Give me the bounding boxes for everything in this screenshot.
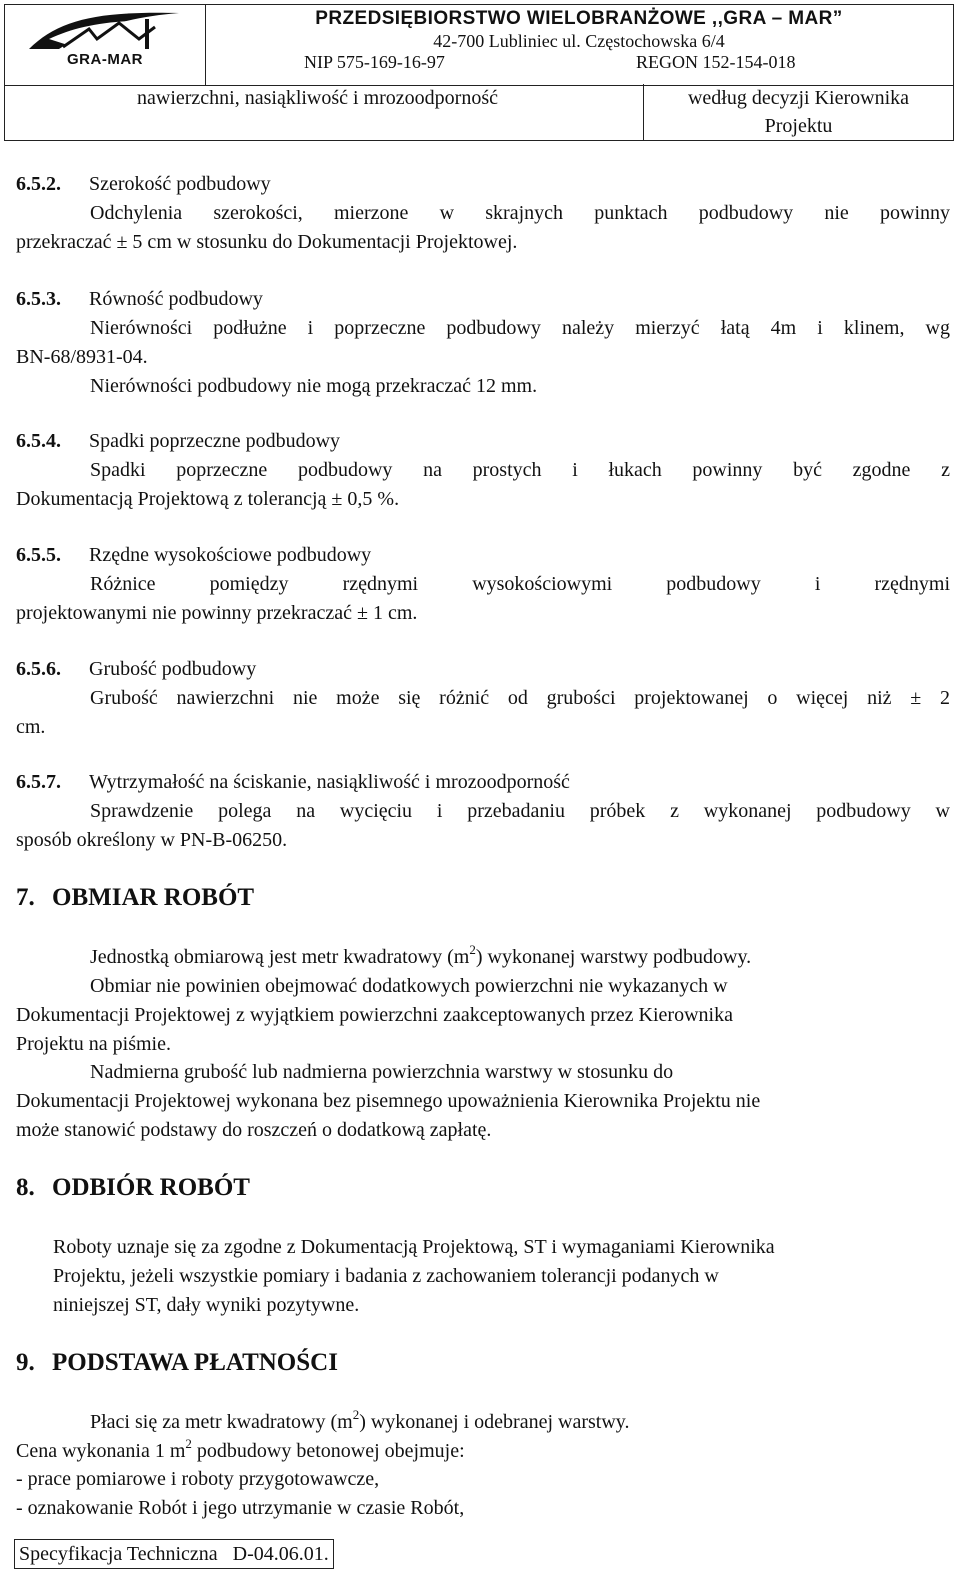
section-656-para-line2: cm. — [16, 716, 46, 738]
company-info — [206, 7, 952, 73]
section-654-heading — [16, 427, 341, 456]
section-657-heading — [16, 768, 570, 797]
company-ids — [206, 52, 952, 73]
section-number: 9. — [16, 1349, 35, 1376]
section-656-heading — [16, 655, 257, 684]
section-title: PODSTAWA PŁATNOŚCI — [52, 1349, 338, 1376]
text-span: podbudowy betonowej obejmuje: — [191, 1440, 465, 1462]
section-655-heading — [16, 541, 372, 570]
section-title: Równość podbudowy — [89, 288, 263, 310]
section-number: 6.5.6. — [16, 658, 61, 680]
footer-text: Specyfikacja Techniczna D-04.06.01. — [19, 1543, 329, 1565]
company-nip: NIP 575-169-16-97 — [304, 52, 445, 72]
section-653-para-line3: Nierówności podbudowy nie mogą przekraczać 12 mm. — [90, 375, 538, 397]
section-7-heading — [16, 882, 254, 914]
header-box — [4, 4, 954, 86]
text-span: Płaci się za metr kwadratowy (m — [90, 1411, 353, 1433]
section-number: 6.5.5. — [16, 544, 61, 566]
header-row-left-text: nawierzchni, nasiąkliwość i mrozoodporność — [137, 87, 499, 109]
section-title: OBMIAR ROBÓT — [52, 884, 255, 911]
section-9-line1 — [90, 1408, 629, 1437]
section-number: 6.5.2. — [16, 173, 61, 195]
section-title: Rzędne wysokościowe podbudowy — [89, 544, 372, 566]
text-span: ) wykonanej i odebranej warstwy. — [359, 1411, 630, 1433]
section-656-para-line1: Grubość nawierzchni nie może się różnić od grubości projektowanej o więcej niż ± 2 — [90, 687, 950, 709]
superscript: 2 — [352, 1407, 360, 1422]
section-655-para-line2: projektowanymi nie powinny przekraczać ± 1 cm. — [16, 602, 418, 624]
section-number: 6.5.7. — [16, 771, 61, 793]
section-7-para3-line3: może stanowić podstawy do roszczeń o dodatkową zapłatę. — [16, 1119, 492, 1141]
section-number: 8. — [16, 1174, 35, 1201]
company-regon: REGON 152-154-018 — [636, 52, 796, 72]
company-address: 42-700 Lubliniec ul. Częstochowska 6/4 — [433, 31, 725, 51]
section-8-para-line2: Projektu, jeżeli wszystkie pomiary i badania z zachowaniem tolerancji podanych w — [53, 1265, 719, 1287]
section-657-para-line1: Sprawdzenie polega na wycięciu i przebadaniu próbek z wykonanej podbudowy w — [90, 800, 950, 822]
section-653-para-line1: Nierówności podłużne i poprzeczne podbudowy należy mierzyć łatą 4m i klinem, wg — [90, 317, 950, 339]
company-logo — [5, 5, 206, 85]
footer-spec-label — [14, 1539, 334, 1569]
section-title: Wytrzymałość na ściskanie, nasiąkliwość i mrozoodporność — [89, 771, 570, 793]
section-653-heading — [16, 285, 263, 314]
header-continuation-row — [4, 84, 954, 141]
section-9-line2 — [16, 1437, 465, 1466]
section-655-para-line1: Różnice pomiędzy rzędnymi wysokościowymi podbudowy i rzędnymi — [90, 573, 950, 595]
superscript: 2 — [185, 1436, 192, 1451]
section-652-para-line2: przekraczać ± 5 cm w stosunku do Dokumentacji Projektowej. — [16, 231, 518, 253]
section-title: Szerokość podbudowy — [89, 173, 271, 195]
section-653-para-line2: BN-68/8931-04. — [16, 346, 148, 368]
section-title: ODBIÓR ROBÓT — [52, 1174, 250, 1201]
section-9-heading — [16, 1347, 338, 1379]
section-9-list-item: - prace pomiarowe i roboty przygotowawcze, — [16, 1468, 380, 1490]
section-7-para2-line2: Dokumentacji Projektowej z wyjątkiem powierzchni zaakceptowanych przez Kierownika — [16, 1004, 733, 1026]
section-8-para-line1: Roboty uznaje się za zgodne z Dokumentacją Projektową, ST i wymaganiami Kierownika — [53, 1236, 775, 1258]
section-8-para-line3: niniejszej ST, dały wyniki pozytywne. — [53, 1294, 360, 1316]
section-654-para-line2: Dokumentacją Projektową z tolerancją ± 0,5 %. — [16, 488, 400, 510]
section-number: 6.5.3. — [16, 288, 61, 310]
header-row-right-line1: według decyzji Kierownika — [687, 87, 910, 109]
header-row-right — [644, 84, 953, 140]
section-7-para2-line3: Projektu na piśmie. — [16, 1033, 171, 1055]
section-7-para3-line1: Nadmierna grubość lub nadmierna powierzchnia warstwy w stosunku do — [90, 1061, 674, 1083]
section-title: Spadki poprzeczne podbudowy — [89, 430, 341, 452]
header-row-right-line2: Projektu — [764, 115, 833, 137]
section-7-para2-line1: Obmiar nie powinien obejmować dodatkowych powierzchni nie wykazanych w — [90, 975, 728, 997]
section-9-list-item: - oznakowanie Robót i jego utrzymanie w czasie Robót, — [16, 1497, 465, 1519]
section-7-para1 — [90, 943, 751, 972]
text-span: Jednostką obmiarową jest metr kwadratowy (m — [90, 946, 470, 968]
section-8-heading — [16, 1172, 250, 1204]
company-name: PRZEDSIĘBIORSTWO WIELOBRANŻOWE ,,GRA – MAR” — [315, 8, 843, 29]
section-652-heading — [16, 170, 271, 199]
logo-text: GRA-MAR — [67, 51, 143, 68]
section-number: 7. — [16, 884, 35, 911]
section-652-para-line1: Odchylenia szerokości, mierzone w skrajnych punktach podbudowy nie powinny — [90, 202, 950, 224]
logo-swoosh-icon — [19, 9, 189, 53]
section-7-para3-line2: Dokumentacji Projektowej wykonana bez pisemnego upoważnienia Kierownika Projektu nie — [16, 1090, 761, 1112]
superscript: 2 — [469, 942, 476, 957]
section-657-para-line2: sposób określony w PN-B-06250. — [16, 829, 288, 851]
text-span: Cena wykonania 1 m — [16, 1440, 186, 1462]
section-title: Grubość podbudowy — [89, 658, 257, 680]
section-number: 6.5.4. — [16, 430, 61, 452]
header-row-left — [5, 84, 644, 140]
section-654-para-line1: Spadki poprzeczne podbudowy na prostych i łukach powinny być zgodne z — [90, 459, 950, 481]
text-span: ) wykonanej warstwy podbudowy. — [475, 946, 752, 968]
